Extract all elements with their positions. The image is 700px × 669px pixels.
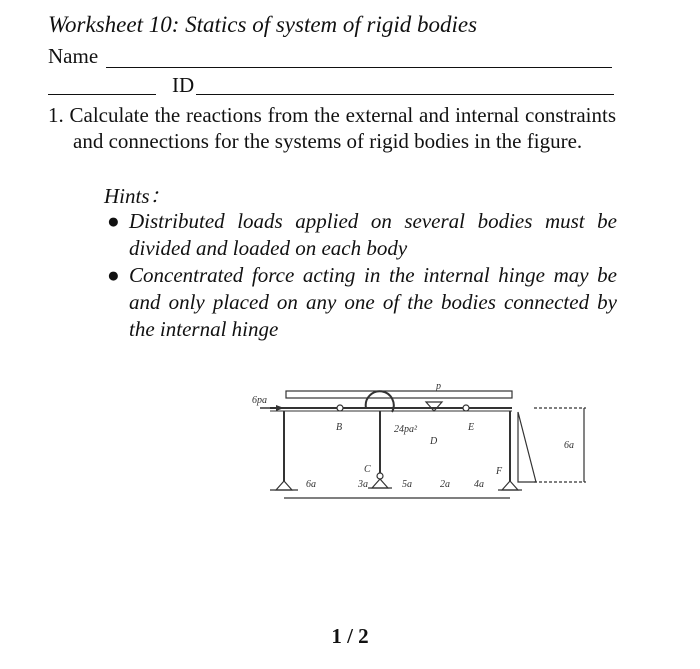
distributed-load-p [286,391,512,398]
force-6pa-arrowhead [276,405,284,411]
support-C [372,479,388,488]
triangular-load [518,412,536,482]
hint-text: Concentrated force acting in the internal hinge may be and only placed on any one of the bodies connected by the internal hinge [129,263,617,341]
support-F [502,481,518,490]
label-6pa: 6pa [252,395,267,406]
id-label: ID [172,73,195,97]
structure-diagram [240,378,600,518]
id-line-left [48,94,156,95]
dim-2a: 2a [440,479,450,490]
dim-6a: 6a [306,479,316,490]
page-number: 1 / 2 [331,624,369,648]
structure-figure [240,378,600,518]
hints-label: Hints： [104,184,171,208]
label-24pa2: 24pa² [394,424,417,435]
label-p: p [436,381,441,392]
worksheet-title: Worksheet 10: Statics of system of rigid bodies [48,12,478,37]
support-D [426,402,442,411]
bullet-icon: ● [107,209,120,233]
question-text: 1. Calculate the reactions from the external and internal constraints and connections for the systems of rigid bodies in the figure. [48,103,616,153]
id-field-line[interactable] [48,72,614,96]
label-C: C [364,464,371,475]
name-field-line[interactable] [106,67,612,68]
dim-5a: 5a [402,479,412,490]
label-B: B [336,422,343,433]
dim-height-6a: 6a [564,440,574,451]
hint-item [107,208,617,262]
label-D: D [430,436,438,447]
hint-item [107,262,617,343]
hinge-B [337,405,343,411]
bullet-icon: ● [107,263,120,287]
label-F: F [496,466,503,477]
question-1 [48,102,616,154]
dim-3a: 3a [358,479,368,490]
support-A [276,481,292,490]
dim-4a: 4a [474,479,484,490]
name-label: Name [48,44,99,68]
id-line-right [196,94,614,95]
label-E: E [468,422,475,433]
hinge-E [463,405,469,411]
hint-text: Distributed loads applied on several bodies must be divided and loaded on each body [129,209,617,260]
